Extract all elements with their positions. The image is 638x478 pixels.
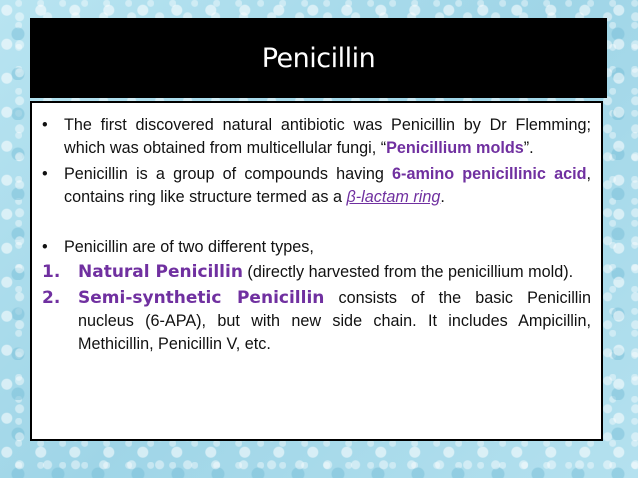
type-desc: (directly harvested from the penicillium mold). — [242, 263, 574, 281]
type-item-natural — [42, 261, 591, 284]
bullet-text: Penicillin are of two different types, — [64, 238, 314, 256]
title-bar — [30, 18, 607, 98]
type-number: 2. — [42, 288, 61, 308]
bullet-text-part: . — [440, 188, 445, 206]
type-name: Natural Penicillin — [78, 262, 243, 282]
type-item-semisynthetic — [42, 287, 591, 356]
bullet-text-part: Penicillin is a group of compounds having — [64, 165, 393, 183]
type-text — [78, 287, 591, 356]
highlight-6apa: 6-amino penicillinic acid — [392, 165, 587, 183]
beta-lactam-link[interactable]: β-lactam ring — [346, 188, 441, 206]
slide-title: Penicillin — [261, 42, 376, 74]
bullet-mark: • — [42, 116, 48, 134]
type-text — [78, 261, 591, 284]
bullet-text-part: ”. — [523, 139, 534, 157]
bullet-item — [42, 114, 591, 160]
bullet-item — [42, 236, 591, 259]
bullet-item — [42, 163, 591, 209]
bullet-text-part: , contains ring like structure termed as a — [64, 165, 591, 206]
type-number: 1. — [42, 262, 61, 282]
spacer — [42, 209, 591, 232]
content-box — [30, 101, 603, 441]
highlight-penicillium-molds: Penicillium molds — [386, 139, 524, 157]
type-desc: consists of the basic Penicillin nucleus (6-APA), but with new side chain. It includes Ampicillin, Methicillin, Penicillin V, etc. — [78, 289, 591, 353]
type-name: Semi-synthetic Penicillin — [78, 288, 325, 308]
bullet-text-part: The first discovered natural antibiotic was Penicillin by Dr Flemming; which was obtained from multicellular fungi, “ — [64, 116, 591, 157]
bullet-mark: • — [42, 238, 48, 256]
bullet-mark: • — [42, 165, 48, 183]
bullet-text — [64, 114, 591, 160]
bullet-text — [64, 163, 591, 209]
